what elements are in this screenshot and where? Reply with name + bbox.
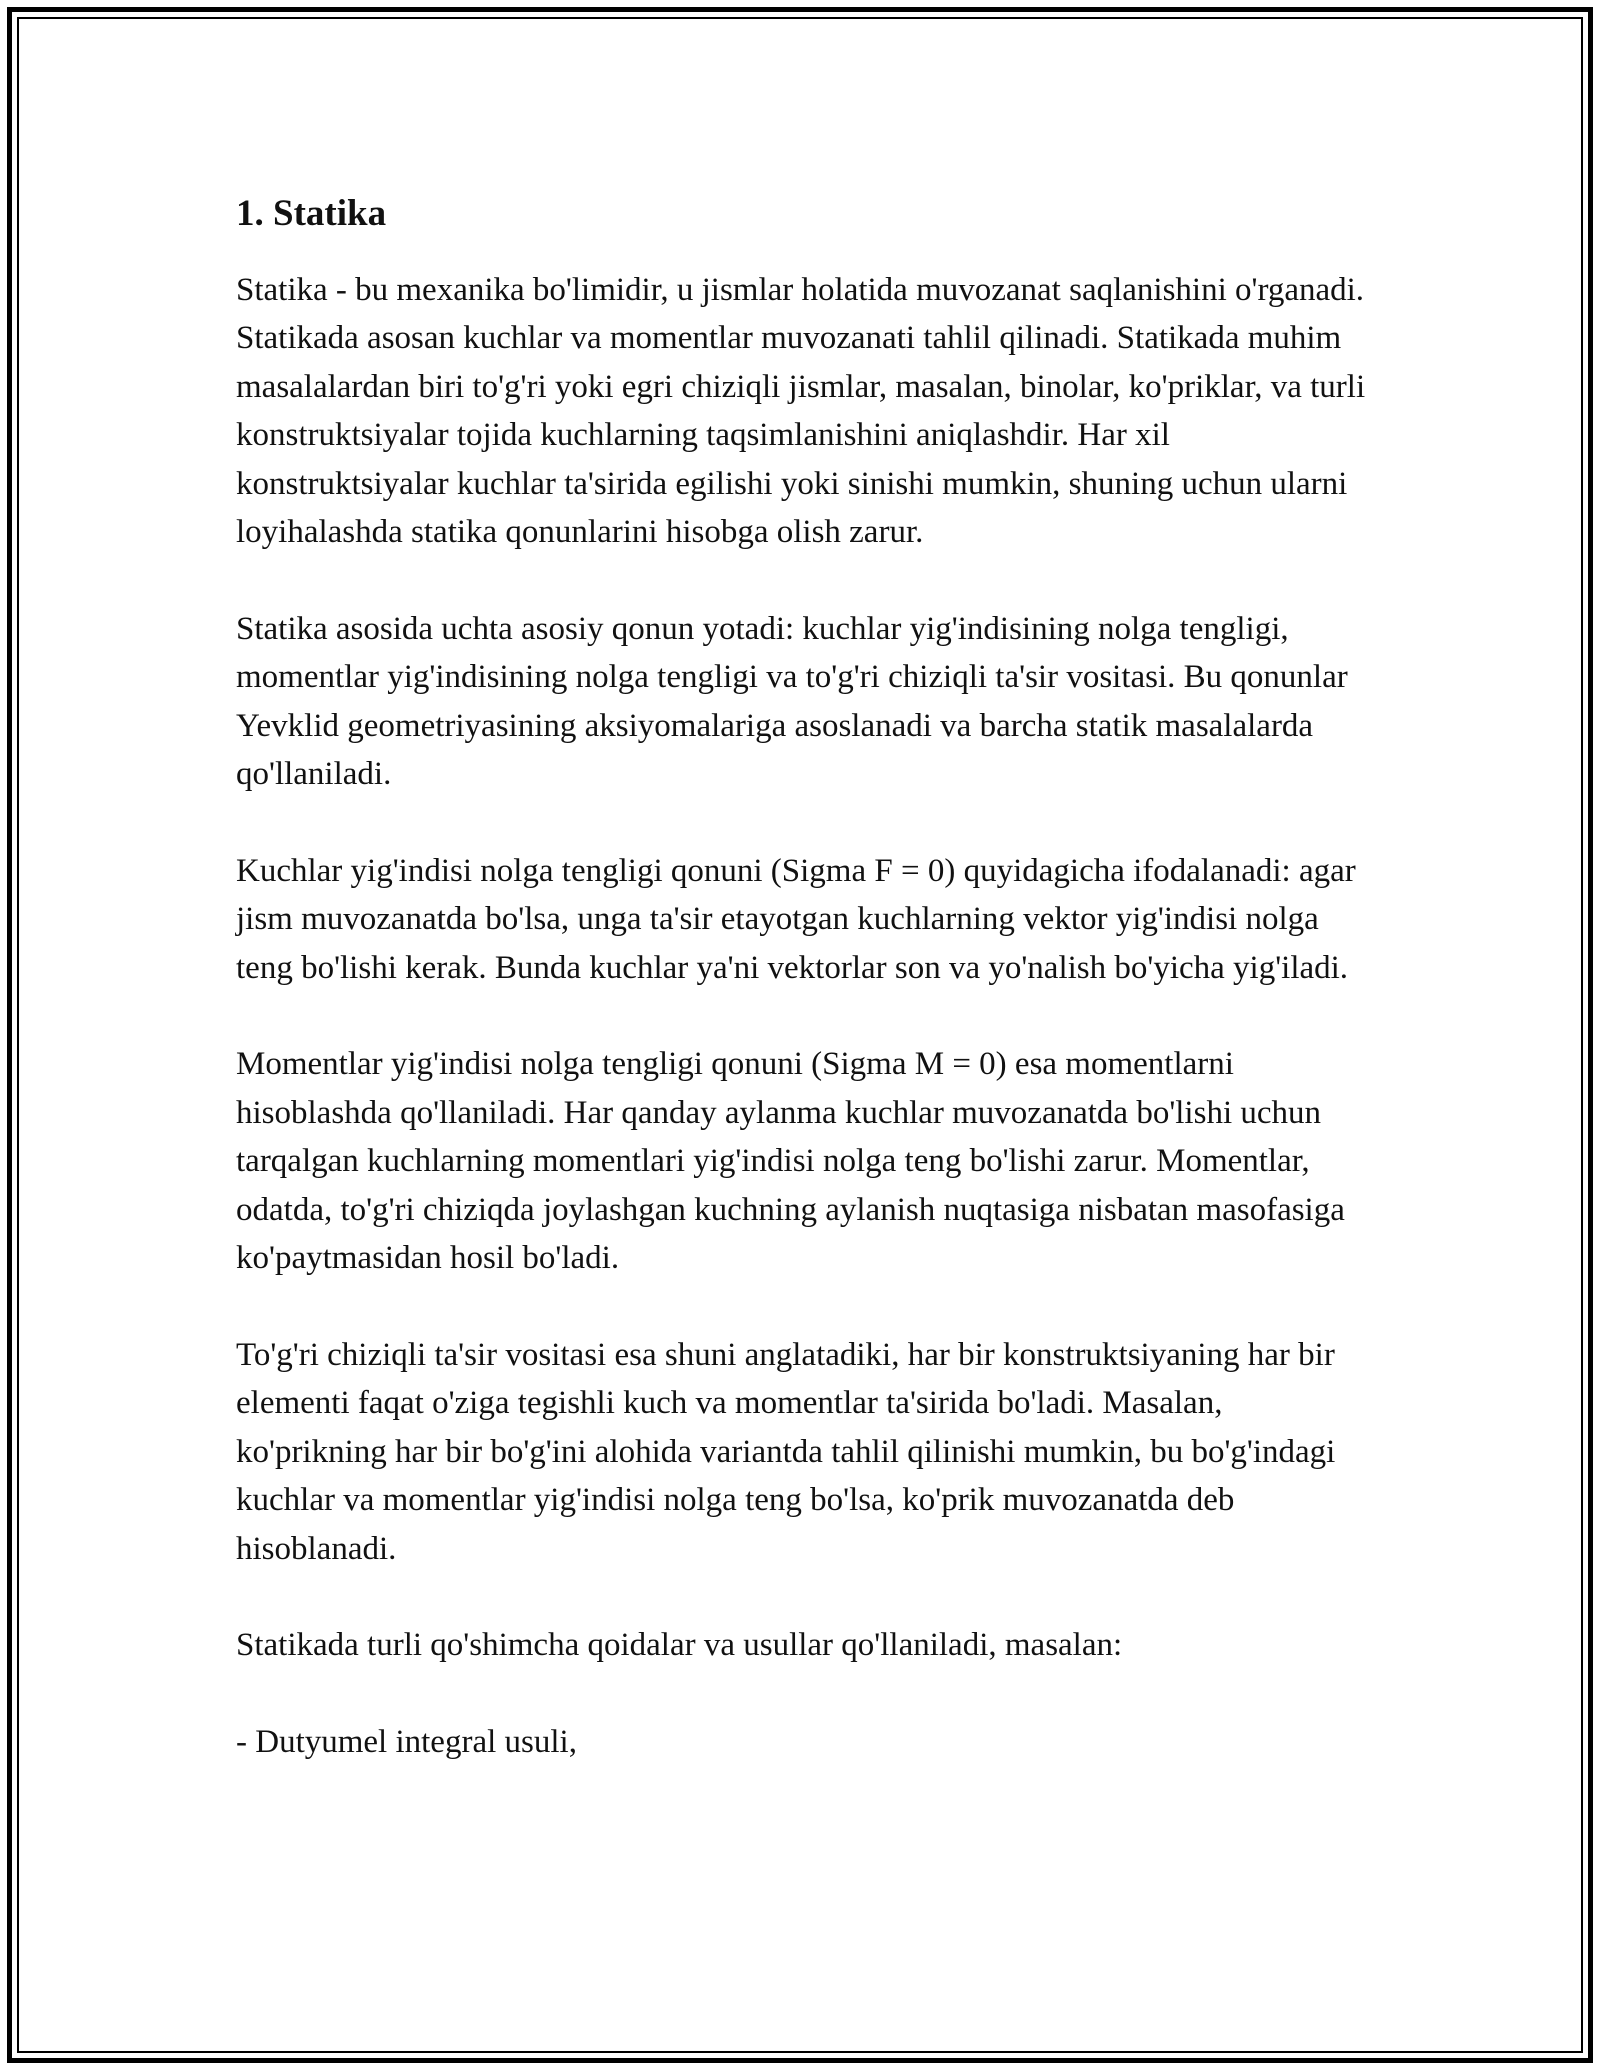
paragraph-straight-line-action: To'g'ri chiziqli ta'sir vositasi esa shuni anglatadiki, har bir konstruktsiyaning har bir elementi faqat o'ziga tegishli kuch va momentlar ta'sirida bo'ladi. Masalan, ko'prikning har bir bo'g'ini alohida variantda tahlil qilinishi mumkin, bu bo'g'indagi kuchlar va momentlar yig'indisi nolga teng bo'lsa, ko'prik muvozanatda deb hisoblanadi.: [236, 1336, 1336, 1567]
paragraph-three-laws: Statika asosida uchta asosiy qonun yotadi: kuchlar yig'indisining nolga tengligi, momentlar yig'indisining nolga tengligi va to'g'ri chiziqli ta'sir vositasi. Bu qonunlar Yevklid geometriyasining aksiyomalariga asoslanadi va barcha statik masalalarda qo'llaniladi.: [236, 610, 1348, 793]
section-heading: 1. Statika: [236, 193, 387, 234]
paragraph-additional-methods: Statikada turli qo'shimcha qoidalar va usullar qo'llaniladi, masalan:: [236, 1627, 1123, 1664]
paragraph-moment-sum-law: Momentlar yig'indisi nolga tengligi qonuni (Sigma M = 0) esa momentlarni hisoblashda qo'llaniladi. Har qanday aylanma kuchlar muvozanatda bo'lishi uchun tarqalgan kuchlarning momentlari yig'indisi nolga teng bo'lishi zarur. Momentlar, odatda, to'g'ri chiziqda joylashgan kuchning aylanish nuqtasiga nisbatan masofasiga ko'paytmasidan hosil bo'ladi.: [236, 1046, 1345, 1277]
list-item-method: - Dutyumel integral usuli,: [236, 1724, 577, 1761]
paragraph-force-sum-law: Kuchlar yig'indisi nolga tengligi qonuni (Sigma F = 0) quyidagicha ifodalanadi: agar jism muvozanatda bo'lsa, unga ta'sir etayotgan kuchlarning vektor yig'indisi nolga teng bo'lishi kerak. Bunda kuchlar ya'ni vektorlar son va yo'nalish bo'yicha yig'iladi.: [236, 852, 1356, 986]
document-body: [236, 186, 1366, 1767]
paragraph-definition: Statika - bu mexanika bo'limidir, u jismlar holatida muvozanat saqlanishini o'rganadi. Statikada asosan kuchlar va momentlar muvozanati tahlil qilinadi. Statikada muhim masalalardan biri to'g'ri yoki egri chiziqli jismlar, masalan, binolar, ko'priklar, va turli konstruktsiyalar tojida kuchlarning taqsimlanishini aniqlashdir. Har xil konstruktsiyalar kuchlar ta'sirida egilishi yoki sinishi mumkin, shuning uchun ularni loyihalashda statika qonunlarini hisobga olish zarur.: [236, 272, 1366, 551]
